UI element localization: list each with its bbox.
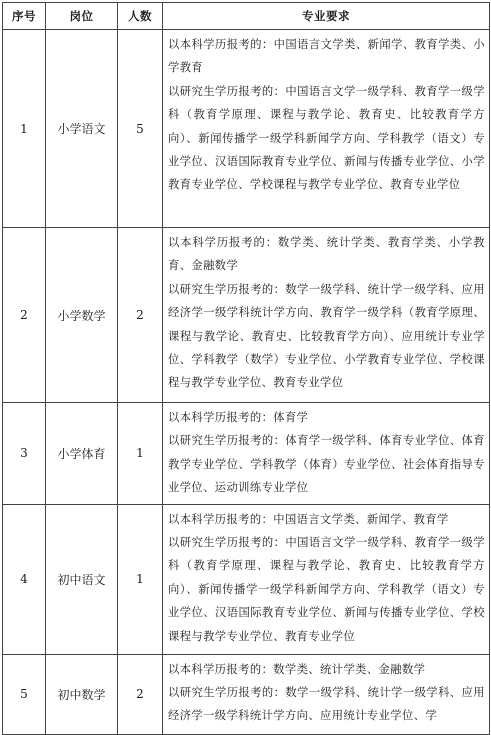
header-requirements: 专业要求: [163, 3, 490, 30]
table-row: [3, 504, 490, 654]
grad-requirement: 以研究生学历报考的：数学一级学科、统计学一级学科、应用经济学一级学科统计学方向、教育学一级学科（教育学原理、课程与教学论、教育史、比较教育学方向）、应用统计专业学位、学科教学（数学）专业学位、小学教育专业学位、学校课程与教学专业学位、教育专业学位: [168, 282, 485, 390]
grad-requirement: 以研究生学历报考的：数学一级学科、统计学一级学科、应用经济学一级学科统计学方向、应用统计专业学位、学: [168, 686, 485, 723]
row-count: 1: [118, 504, 163, 654]
undergrad-requirement: 以本科学历报考的：数学类、统计学类、金融数学: [168, 662, 426, 676]
undergrad-requirement: 以本科学历报考的：体育学: [168, 411, 309, 424]
recruitment-table: [2, 2, 490, 735]
row-no: 2: [3, 228, 46, 403]
row-no: 1: [3, 30, 46, 228]
header-position: 岗位: [46, 3, 118, 30]
grad-requirement: 以研究生学历报考的：中国语言文学一级学科、教育学一级学科（教育学原理、课程与教学论、教育史、比较教育学方向）、新闻传播学一级学科新闻学方向、学科教学（语文）专业学位、汉语国际教育专业学位、新闻与传播专业学位、小学教育专业学位、学校课程与教学专业学位、教育专业学位: [168, 84, 485, 192]
row-position: 小学数学: [46, 228, 118, 403]
row-requirements: [163, 30, 490, 228]
table-row: [3, 228, 490, 403]
undergrad-requirement: 以本科学历报考的：数学类、统计学类、教育学类、小学教育、金融数学: [168, 236, 485, 273]
undergrad-requirement: 以本科学历报考的：中国语言文学类、新闻学、教育学类、小学教育: [168, 38, 485, 75]
row-count: 2: [118, 228, 163, 403]
row-position: 初中语文: [46, 504, 118, 654]
header-count: 人数: [118, 3, 163, 30]
header-no: 序号: [3, 3, 46, 30]
table-row: [3, 403, 490, 505]
row-requirements: [163, 403, 490, 505]
grad-requirement: 以研究生学历报考的：中国语言文学一级学科、教育学一级学科（教育学原理、课程与教学论、教育史、比较教育学方向）、新闻传播学一级学科新闻学方向、学科教学（语文）专业学位、汉语国际教育专业学位、新闻与传播专业学位、学校课程与教学专业学位、教育专业学位: [168, 536, 485, 643]
row-requirements: [163, 654, 490, 734]
table-row: [3, 30, 490, 228]
row-position: 初中数学: [46, 654, 118, 734]
grad-requirement: 以研究生学历报考的：体育学一级学科、体育专业学位、体育教学专业学位、学科教学（体育）专业学位、社会体育指导专业学位、运动训练专业学位: [168, 434, 485, 495]
undergrad-requirement: 以本科学历报考的：中国语言文学类、新闻学、教育学: [168, 512, 449, 526]
row-position: 小学体育: [46, 403, 118, 505]
row-count: 5: [118, 30, 163, 228]
table-header: [3, 3, 490, 30]
row-no: 5: [3, 654, 46, 734]
row-position: 小学语文: [46, 30, 118, 228]
table-row: [3, 654, 490, 734]
row-count: 1: [118, 403, 163, 505]
row-requirements: [163, 228, 490, 403]
row-no: 4: [3, 504, 46, 654]
row-no: 3: [3, 403, 46, 505]
row-requirements: [163, 504, 490, 654]
row-count: 2: [118, 654, 163, 734]
